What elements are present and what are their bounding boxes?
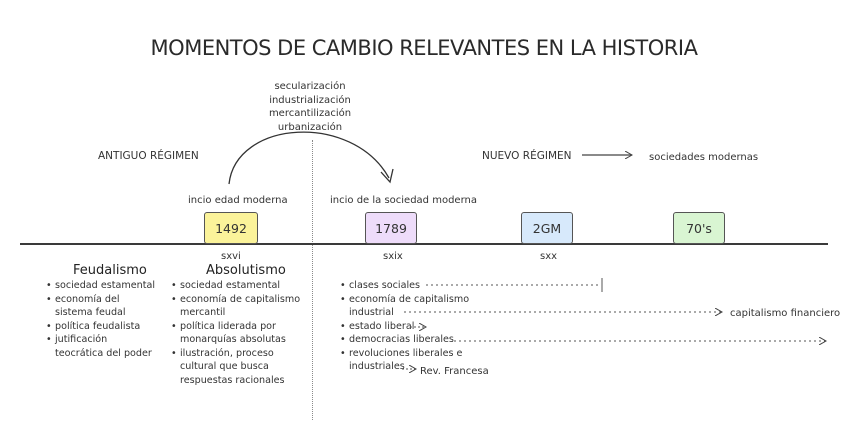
list-item: • revoluciones liberales e industriales bbox=[340, 347, 465, 374]
arrow-target-capitalismo-financiero: capitalismo financiero bbox=[730, 308, 841, 319]
arrow-target-rev-francesa: Rev. Francesa bbox=[420, 366, 489, 377]
absolutismo-heading: Absolutismo bbox=[206, 263, 286, 278]
term-mercantilizacion: mercantilización bbox=[268, 108, 352, 119]
page-title: MOMENTOS DE CAMBIO RELEVANTES EN LA HISTORIA bbox=[150, 36, 698, 60]
list-item: • política liderada por monarquías absolutas bbox=[171, 320, 307, 347]
milestone-label: 70's bbox=[686, 220, 712, 236]
list-item: • sociedad estamental bbox=[171, 279, 307, 293]
milestone-label: 2GM bbox=[532, 220, 562, 236]
era-nuevo-regimen: NUEVO RÉGIMEN bbox=[482, 150, 572, 162]
modern-sub-item: democracias liberales bbox=[349, 334, 454, 345]
milestone-caption-1492: incio edad moderna bbox=[188, 195, 288, 206]
era-antiguo-regimen: ANTIGUO RÉGIMEN bbox=[98, 150, 199, 162]
term-urbanizacion: urbanización bbox=[277, 121, 343, 133]
milestone-label: 1789 bbox=[375, 220, 407, 236]
era-result-label: sociedades modernas bbox=[649, 152, 759, 163]
milestone-label: 1492 bbox=[215, 220, 247, 236]
term-industrializacion: industrialización bbox=[269, 94, 351, 106]
century-sxx: sxx bbox=[540, 251, 558, 262]
list-item: • estado liberal bbox=[340, 320, 429, 334]
list-item: • economía de capitalismo mercantil bbox=[171, 293, 307, 320]
list-item: • economía del sistema feudal bbox=[46, 293, 158, 320]
list-item: • ilustración, proceso cultural que busca respuestas racionales bbox=[171, 347, 307, 388]
list-item: • economía de capitalismo industrial bbox=[340, 293, 470, 320]
century-sxvi: sxvi bbox=[221, 251, 241, 262]
transition-curve-arrow bbox=[229, 132, 389, 184]
feudalismo-heading: Feudalismo bbox=[73, 263, 147, 278]
list-item: • sociedad estamental bbox=[46, 279, 158, 293]
century-sxix: sxix bbox=[383, 251, 403, 262]
list-item: • jutificación teocrática del poder bbox=[46, 333, 158, 360]
list-item: • política feudalista bbox=[46, 320, 158, 334]
list-item: • clases sociales bbox=[340, 279, 470, 293]
milestone-caption-1789: incio de la sociedad moderna bbox=[330, 195, 477, 206]
term-secularizacion: secularización bbox=[274, 81, 346, 92]
